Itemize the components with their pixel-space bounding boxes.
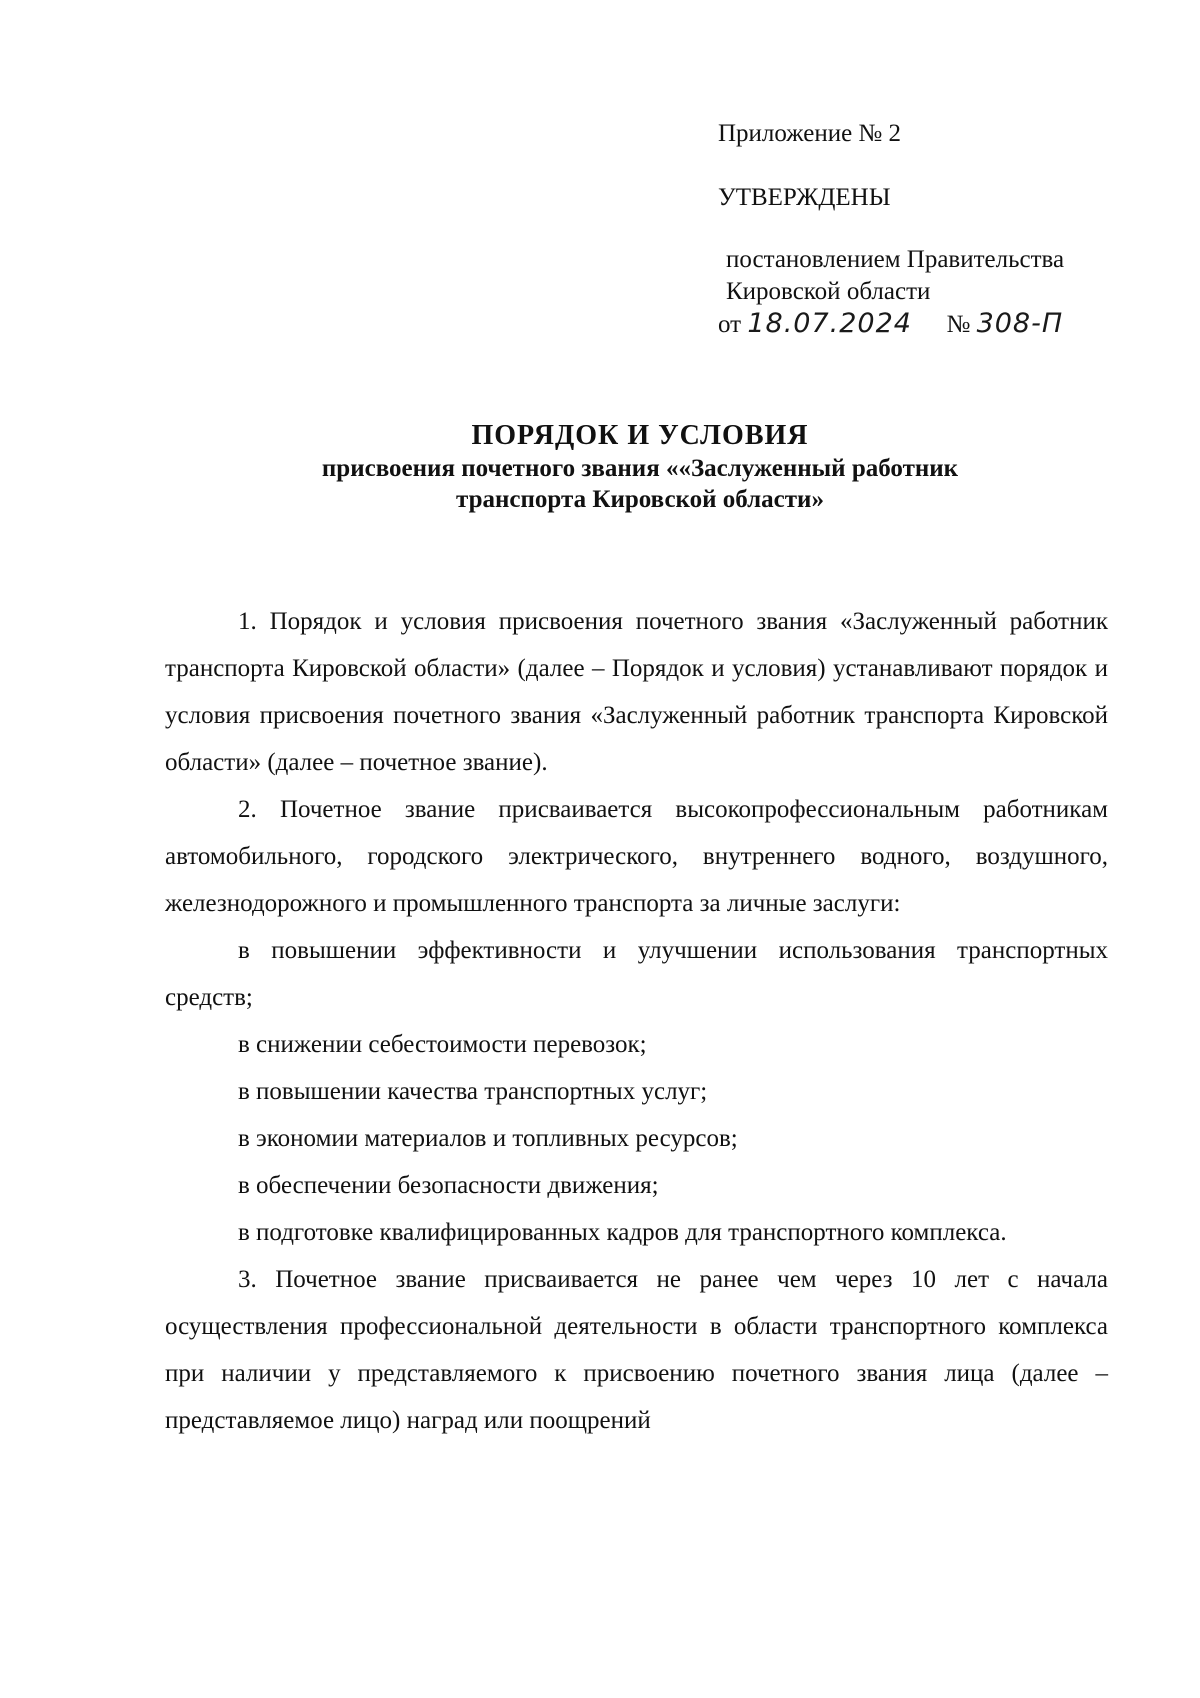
document-body	[165, 598, 1108, 1444]
decree-line-1: постановлением Правительства	[726, 246, 1065, 273]
title-line-2: присвоения почетного звания ««Заслуженный работник	[321, 455, 959, 482]
title-line-3: транспорта Кировской области»	[456, 486, 824, 513]
title-line-1: ПОРЯДОК И УСЛОВИЯ	[471, 420, 809, 451]
decree-reference	[718, 244, 1158, 341]
approved-label: УТВЕРЖДЕНЫ	[718, 184, 891, 211]
list-item: в экономии материалов и топливных ресурсов;	[238, 1125, 738, 1152]
decree-date-number	[718, 308, 1158, 341]
list-item: в обеспечении безопасности движения;	[238, 1172, 659, 1199]
list-item: в повышении качества транспортных услуг;	[238, 1078, 708, 1105]
paragraph-2: 2. Почетное звание присваивается высокопрофессиональным работникам автомобильного, городского электрического, внутреннего водного, воздушного, железнодорожного и промышленного транспорта за личные заслуги:	[165, 796, 1108, 917]
number-label: №	[946, 311, 971, 338]
from-label: от	[718, 311, 742, 338]
decree-line-2: Кировской области	[726, 278, 931, 305]
list-item: в снижении себестоимости перевозок;	[238, 1031, 647, 1058]
document-title	[160, 420, 1120, 515]
list-item: в повышении эффективности и улучшении использования транспортных средств;	[165, 937, 1108, 1011]
paragraph-3: 3. Почетное звание присваивается не ранее чем через 10 лет с начала осуществления профессиональной деятельности в области транспортного комплекса при наличии у представляемого к присвоению почетного звания лица (далее – представляемое лицо) наград или поощрений	[165, 1266, 1108, 1434]
approval-stamp	[718, 118, 1158, 341]
appendix-label: Приложение № 2	[718, 120, 902, 147]
handwritten-date: 18.07.2024	[747, 308, 912, 339]
list-item: в подготовке квалифицированных кадров для транспортного комплекса.	[238, 1219, 1007, 1246]
paragraph-1: 1. Порядок и условия присвоения почетного звания «Заслуженный работник транспорта Кировской области» (далее – Порядок и условия) устанавливают порядок и условия присвоения почетного звания «Заслуженный работник транспорта Кировской области» (далее – почетное звание).	[165, 608, 1108, 776]
handwritten-number: 308-П	[976, 308, 1064, 339]
